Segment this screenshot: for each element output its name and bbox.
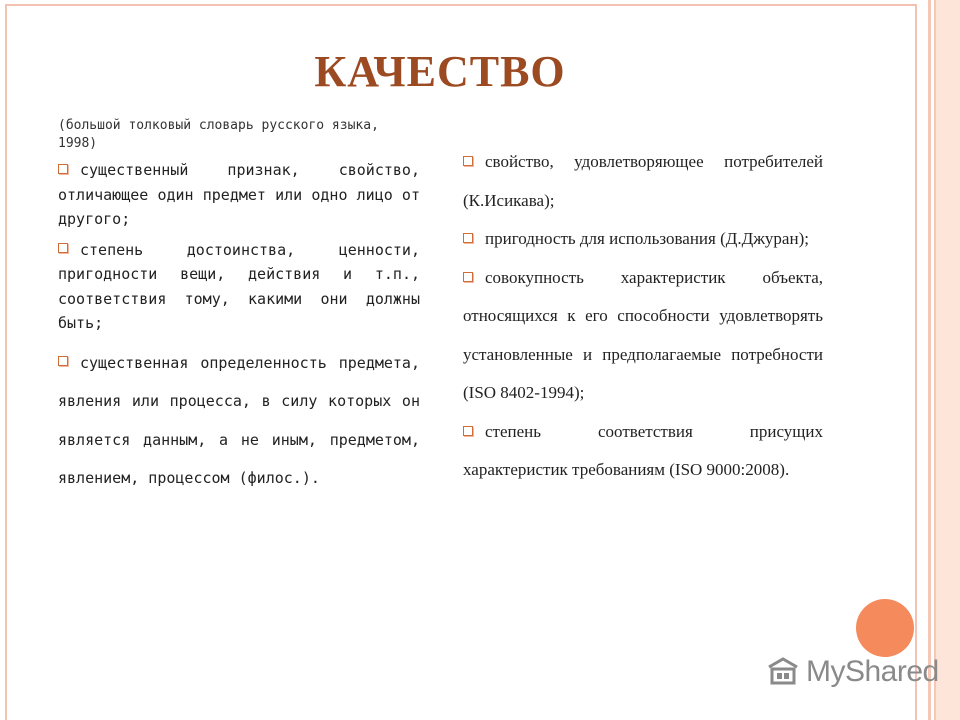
myshared-logo-icon xyxy=(766,655,800,689)
square-bullet-icon xyxy=(463,156,473,166)
square-bullet-icon xyxy=(463,426,473,436)
list-item: существенный признак, свойство, отличающее один предмет или одно лицо от другого; xyxy=(58,161,420,228)
square-bullet-icon xyxy=(463,272,473,282)
accent-circle xyxy=(856,599,914,657)
list-item: существенная определенность предмета, явления или процесса, в силу которых он является данным, а не иным, предметом, явлением, процессом (филос.). xyxy=(58,353,420,487)
list-item: степень соответствия присущих характеристик требованиям (ISO 9000:2008). xyxy=(463,421,823,479)
square-bullet-icon xyxy=(58,243,68,253)
square-bullet-icon xyxy=(58,356,68,366)
watermark-logo xyxy=(766,654,939,690)
right-definitions xyxy=(463,143,823,490)
list-item: степень достоинства, ценности, пригодности вещи, действия и т.п., соответствия тому, какими они должны быть; xyxy=(58,240,420,332)
watermark-text: MyShared xyxy=(806,655,939,688)
source-note: (большой толковый словарь русского языка, 1998) xyxy=(58,118,379,151)
list-item: совокупность характеристик объекта, относящихся к его способности удовлетворять установленные и предполагаемые потребности (ISO 8402-1994); xyxy=(463,267,823,402)
square-bullet-icon xyxy=(58,164,68,174)
side-decoration xyxy=(920,0,960,720)
square-bullet-icon xyxy=(463,233,473,243)
list-item: пригодность для использования (Д.Джуран); xyxy=(463,220,823,259)
left-definitions xyxy=(58,158,420,498)
slide-title: КАЧЕСТВО xyxy=(314,47,566,96)
list-item: свойство, удовлетворяющее потребителей (К.Исикава); xyxy=(463,152,823,210)
